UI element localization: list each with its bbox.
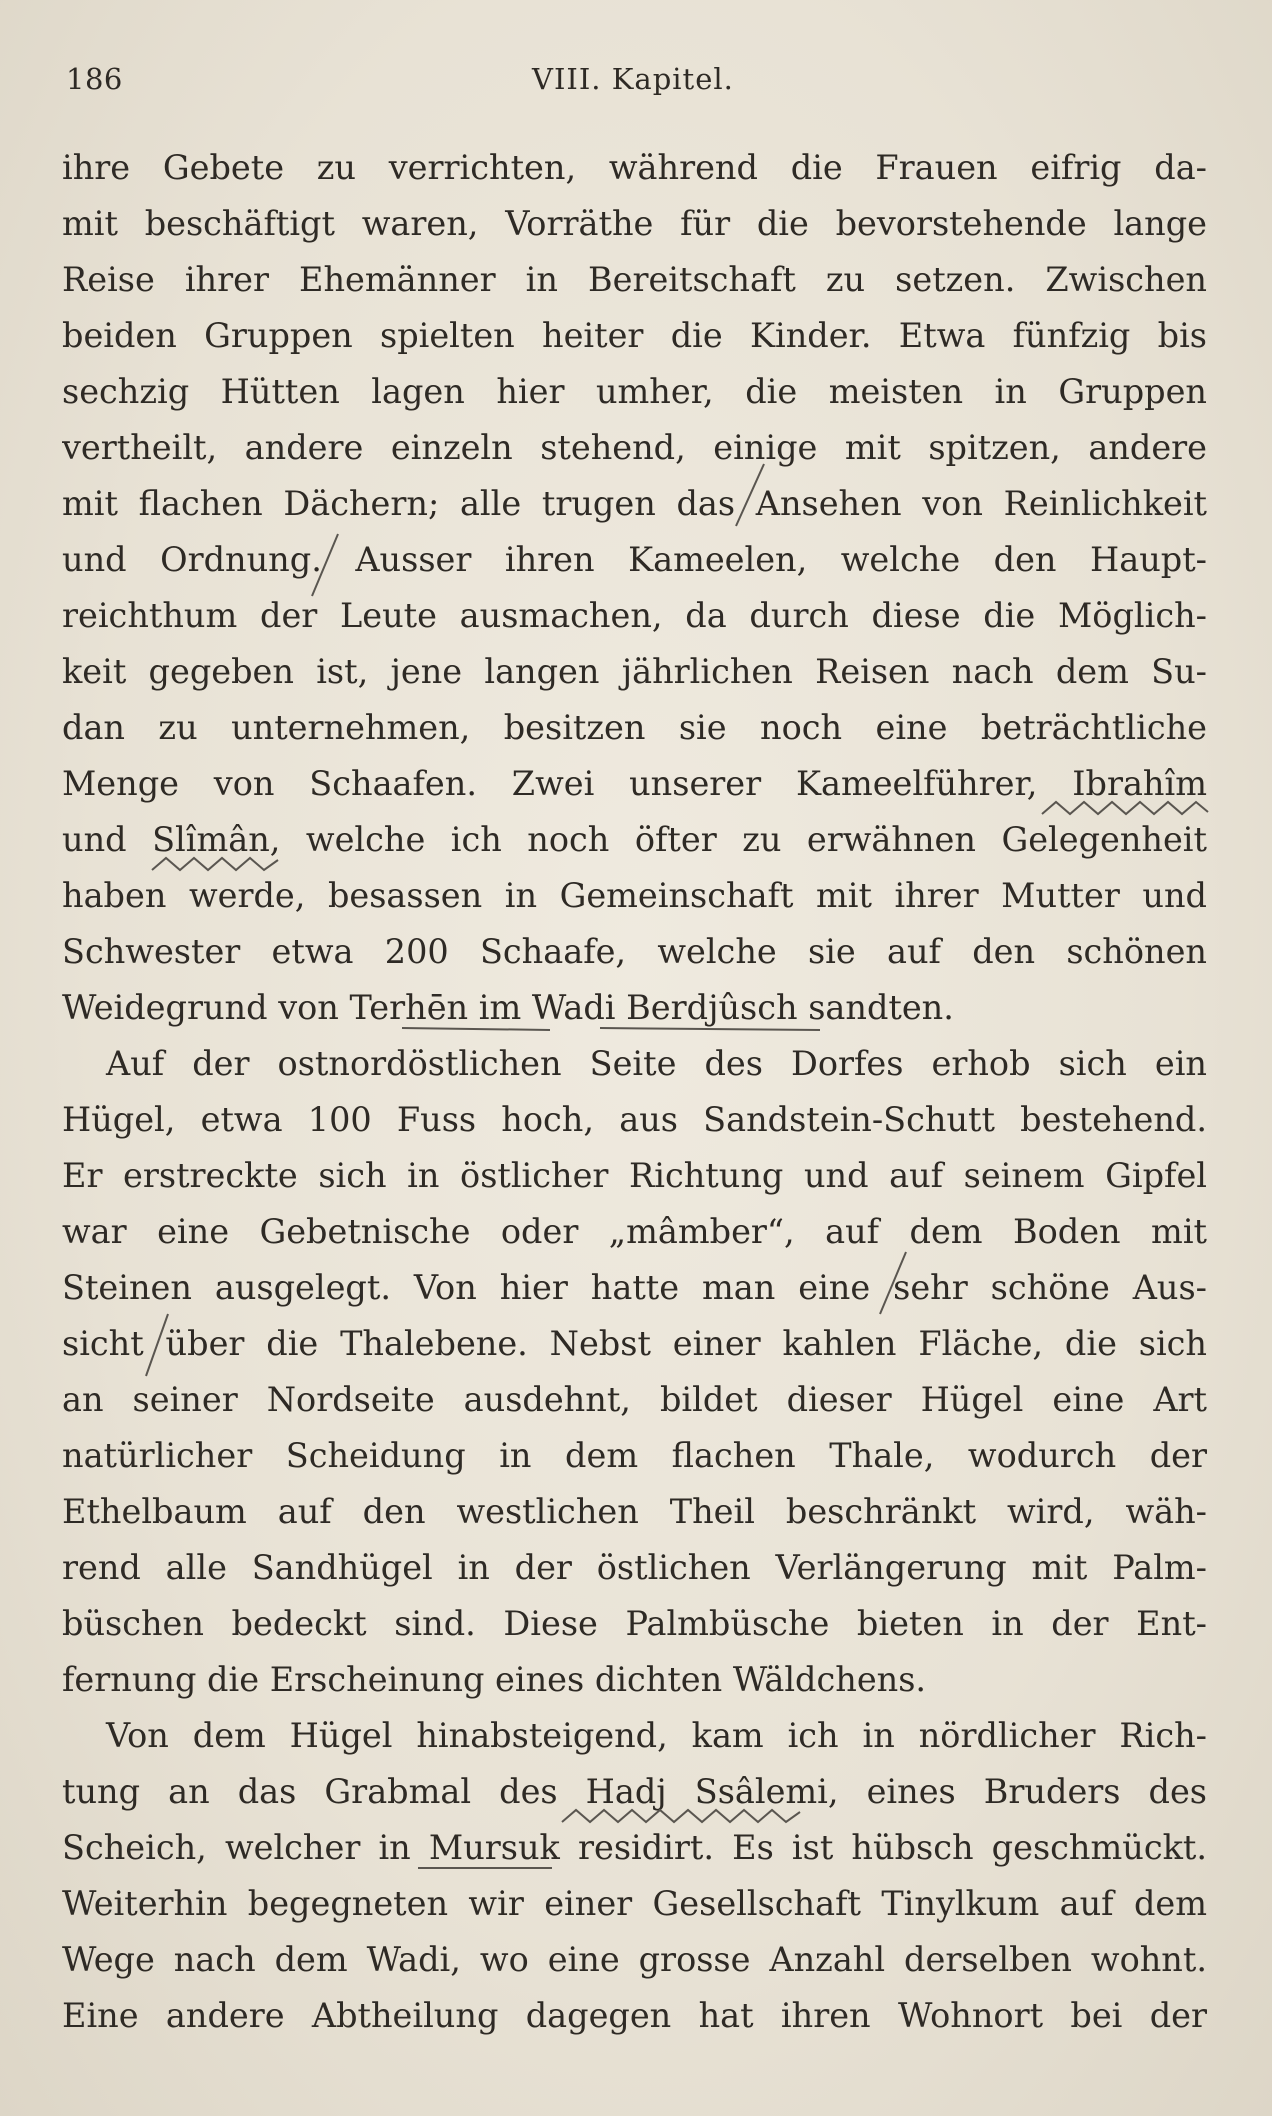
text-line: war eine Gebetnische oder „mâmber“, auf dem Boden mit: [62, 1212, 1207, 1251]
body-text: [62, 140, 1207, 2044]
paragraph-start-line: Auf der ostnordöstlichen Seite des Dorfes erhob sich ein: [106, 1044, 1207, 1083]
text-line: und Slîmân, welche ich noch öfter zu erwähnen Gelegenheit: [62, 820, 1207, 859]
pencil-slash-mark: [136, 1310, 176, 1380]
text-line: Hügel, etwa 100 Fuss hoch, aus Sandstein-Schutt bestehend.: [62, 1100, 1207, 1139]
text-line: Menge von Schaafen. Zwei unserer Kameelführer, Ibrahîm: [62, 764, 1207, 803]
page-number: 186: [66, 62, 123, 96]
running-head: [66, 62, 1206, 102]
text-line: mit flachen Dächern; alle trugen das Ansehen von Reinlichkeit: [62, 484, 1207, 523]
pencil-zigzag-underline: [150, 852, 280, 876]
text-line: Steinen ausgelegt. Von hier hatte man eine sehr schöne Aus-: [62, 1268, 1207, 1307]
pencil-zigzag-underline: [560, 1804, 810, 1828]
paragraph-end-line: fernung die Erscheinung eines dichten Wäldchens.: [62, 1660, 927, 1699]
text-line: Ethelbaum auf den westlichen Theil beschränkt wird, wäh-: [62, 1492, 1207, 1531]
pencil-slash-mark: [872, 1248, 912, 1318]
pencil-slash-mark: [730, 460, 770, 530]
pencil-underline: [416, 1862, 556, 1874]
text-line: keit gegeben ist, jene langen jährlichen Reisen nach dem Su-: [62, 652, 1207, 691]
text-line: an seiner Nordseite ausdehnt, bildet dieser Hügel eine Art: [62, 1380, 1207, 1419]
paragraph-end-line: Weidegrund von Terhēn im Wadi Berdjûsch sandten.: [62, 988, 954, 1027]
text-line: Scheich, welcher in Mursuk residirt. Es ist hübsch geschmückt.: [62, 1828, 1207, 1867]
text-line: sechzig Hütten lagen hier umher, die meisten in Gruppen: [62, 372, 1207, 411]
pencil-slash-mark: [304, 530, 344, 600]
paragraph-start-line: Von dem Hügel hinabsteigend, kam ich in nördlicher Rich-: [106, 1716, 1207, 1755]
pencil-zigzag-underline: [1040, 796, 1210, 820]
text-line: Eine andere Abtheilung dagegen hat ihren Wohnort bei der: [62, 1996, 1207, 2035]
text-line: Er erstreckte sich in östlicher Richtung und auf seinem Gipfel: [62, 1156, 1207, 1195]
text-line: Reise ihrer Ehemänner in Bereitschaft zu setzen. Zwischen: [62, 260, 1207, 299]
text-line: Wege nach dem Wadi, wo eine grosse Anzahl derselben wohnt.: [62, 1940, 1207, 1979]
text-line: natürlicher Scheidung in dem flachen Thale, wodurch der: [62, 1436, 1207, 1475]
text-line: vertheilt, andere einzeln stehend, einige mit spitzen, andere: [62, 428, 1207, 467]
chapter-title: VIII. Kapitel.: [532, 62, 734, 96]
text-line: sicht über die Thalebene. Nebst einer kahlen Fläche, die sich: [62, 1324, 1207, 1363]
text-line: reichthum der Leute ausmachen, da durch diese die Möglich-: [62, 596, 1207, 635]
text-line: büschen bedeckt sind. Diese Palmbüsche bieten in der Ent-: [62, 1604, 1207, 1643]
text-line: haben werde, besassen in Gemeinschaft mit ihrer Mutter und: [62, 876, 1207, 915]
text-line: ihre Gebete zu verrichten, während die Frauen eifrig da-: [62, 148, 1207, 187]
text-line: Schwester etwa 200 Schaafe, welche sie auf den schönen: [62, 932, 1207, 971]
text-line: Weiterhin begegneten wir einer Gesellschaft Tinylkum auf dem: [62, 1884, 1207, 1923]
text-line: tung an das Grabmal des Hadj Ssâlemi, eines Bruders des: [62, 1772, 1207, 1811]
pencil-underline: [400, 1022, 820, 1036]
text-line: beiden Gruppen spielten heiter die Kinder. Etwa fünfzig bis: [62, 316, 1207, 355]
text-line: und Ordnung. Ausser ihren Kameelen, welche den Haupt-: [62, 540, 1207, 579]
text-line: rend alle Sandhügel in der östlichen Verlängerung mit Palm-: [62, 1548, 1207, 1587]
text-line: mit beschäftigt waren, Vorräthe für die bevorstehende lange: [62, 204, 1207, 243]
text-line: dan zu unternehmen, besitzen sie noch eine beträchtliche: [62, 708, 1207, 747]
